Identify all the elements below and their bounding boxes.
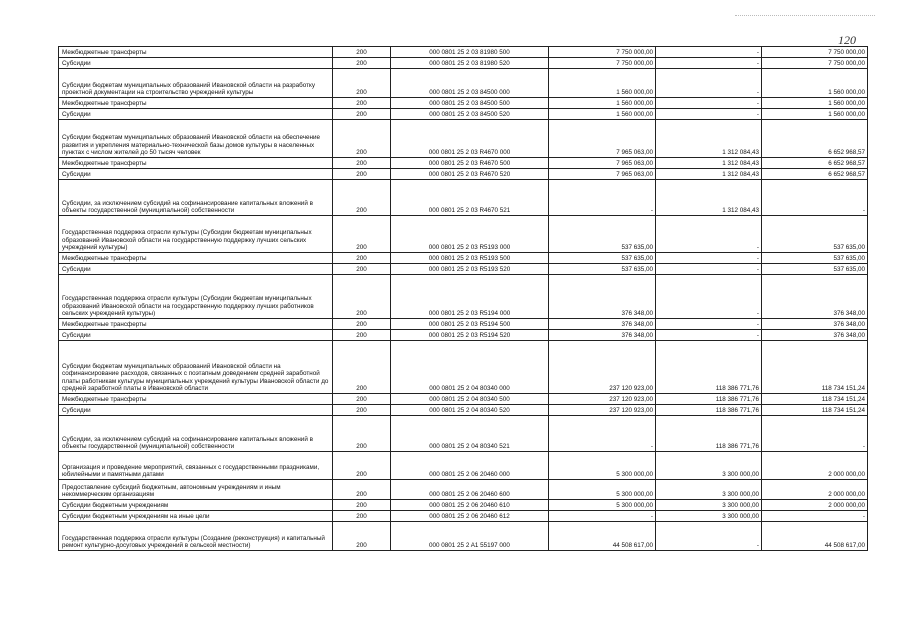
- row-unexecuted-cell: 376 348,00: [762, 330, 868, 341]
- row-executed-cell: -: [656, 522, 762, 551]
- row-code-cell: 200: [333, 253, 391, 264]
- row-name-cell: Государственная поддержка отрасли культуры (Субсидии бюджетам муниципальных образований Ивановской области на государственную поддержку лучших сельских учреждений культуры): [59, 216, 333, 253]
- row-name-cell: Субсидии: [59, 264, 333, 275]
- row-kbk-cell: 000 0801 25 2 06 20460 610: [391, 500, 549, 511]
- row-code-cell: 200: [333, 169, 391, 180]
- row-kbk-cell: 000 0801 25 2 06 20460 000: [391, 452, 549, 480]
- row-name-cell: Субсидии, за исключением субсидий на софинансирование капитальных вложений в объекты государственной (муниципальной) собственности: [59, 416, 333, 452]
- table-row: [59, 216, 868, 253]
- row-approved-cell: 237 120 923,00: [549, 405, 656, 416]
- row-kbk-cell: 000 0801 25 2 03 R5193 500: [391, 253, 549, 264]
- row-name-cell: Субсидии: [59, 109, 333, 120]
- row-code-cell: 200: [333, 341, 391, 394]
- row-approved-cell: 537 635,00: [549, 216, 656, 253]
- row-approved-cell: 537 635,00: [549, 264, 656, 275]
- row-unexecuted-cell: 7 750 000,00: [762, 58, 868, 69]
- row-executed-cell: -: [656, 264, 762, 275]
- table-row: [59, 416, 868, 452]
- row-executed-cell: -: [656, 275, 762, 319]
- row-kbk-cell: 000 0801 25 2 03 R4670 500: [391, 158, 549, 169]
- row-kbk-cell: 000 0801 25 2 03 R4670 521: [391, 180, 549, 216]
- row-executed-cell: -: [656, 98, 762, 109]
- row-code-cell: 200: [333, 416, 391, 452]
- row-code-cell: 200: [333, 98, 391, 109]
- row-executed-cell: -: [656, 216, 762, 253]
- row-executed-cell: 3 300 000,00: [656, 500, 762, 511]
- row-approved-cell: -: [549, 511, 656, 522]
- row-executed-cell: 3 300 000,00: [656, 511, 762, 522]
- row-code-cell: 200: [333, 500, 391, 511]
- row-code-cell: 200: [333, 394, 391, 405]
- table-row: [59, 319, 868, 330]
- row-kbk-cell: 000 0801 25 2 03 81980 500: [391, 47, 549, 58]
- row-unexecuted-cell: -: [762, 180, 868, 216]
- row-name-cell: Субсидии: [59, 330, 333, 341]
- row-approved-cell: 237 120 923,00: [549, 341, 656, 394]
- row-code-cell: 200: [333, 264, 391, 275]
- row-unexecuted-cell: -: [762, 416, 868, 452]
- row-approved-cell: 5 300 000,00: [549, 500, 656, 511]
- row-executed-cell: -: [656, 47, 762, 58]
- row-unexecuted-cell: 6 652 968,57: [762, 120, 868, 158]
- table-body: [59, 47, 868, 551]
- row-kbk-cell: 000 0801 25 2 06 20460 600: [391, 480, 549, 500]
- row-unexecuted-cell: 537 635,00: [762, 216, 868, 253]
- row-approved-cell: 7 750 000,00: [549, 58, 656, 69]
- row-unexecuted-cell: 2 000 000,00: [762, 480, 868, 500]
- row-kbk-cell: 000 0801 25 2 03 R5194 520: [391, 330, 549, 341]
- row-kbk-cell: 000 0801 25 2 06 20460 612: [391, 511, 549, 522]
- row-unexecuted-cell: 1 560 000,00: [762, 98, 868, 109]
- row-code-cell: 200: [333, 452, 391, 480]
- row-kbk-cell: 000 0801 25 2 03 R5194 500: [391, 319, 549, 330]
- row-name-cell: Субсидии бюджетам муниципальных образований Ивановской области на разработку проектной документации на строительство учреждений культуры: [59, 69, 333, 98]
- row-kbk-cell: 000 0801 25 2 03 84500 000: [391, 69, 549, 98]
- row-name-cell: Государственная поддержка отрасли культуры (Создание (реконструкция) и капитальный ремонт культурно-досуговых учреждений в сельской местности): [59, 522, 333, 551]
- row-approved-cell: 7 965 063,00: [549, 169, 656, 180]
- row-executed-cell: -: [656, 69, 762, 98]
- table-row: [59, 169, 868, 180]
- table-row: [59, 522, 868, 551]
- row-code-cell: 200: [333, 120, 391, 158]
- row-approved-cell: 7 750 000,00: [549, 47, 656, 58]
- row-approved-cell: 376 348,00: [549, 330, 656, 341]
- row-executed-cell: 118 386 771,76: [656, 341, 762, 394]
- row-executed-cell: -: [656, 330, 762, 341]
- row-name-cell: Субсидии: [59, 405, 333, 416]
- row-executed-cell: 1 312 084,43: [656, 158, 762, 169]
- row-executed-cell: -: [656, 58, 762, 69]
- row-approved-cell: -: [549, 416, 656, 452]
- row-approved-cell: 537 635,00: [549, 253, 656, 264]
- row-approved-cell: 237 120 923,00: [549, 394, 656, 405]
- table-row: [59, 69, 868, 98]
- scan-header-mark: [735, 15, 875, 18]
- row-executed-cell: 3 300 000,00: [656, 452, 762, 480]
- table-row: [59, 120, 868, 158]
- table-row: [59, 330, 868, 341]
- row-executed-cell: 118 386 771,76: [656, 416, 762, 452]
- row-name-cell: Субсидии: [59, 169, 333, 180]
- row-code-cell: 200: [333, 47, 391, 58]
- row-approved-cell: 1 560 000,00: [549, 69, 656, 98]
- row-kbk-cell: 000 0801 25 2 04 80340 500: [391, 394, 549, 405]
- row-code-cell: 200: [333, 522, 391, 551]
- row-kbk-cell: 000 0801 25 2 03 R5193 000: [391, 216, 549, 253]
- row-approved-cell: 1 560 000,00: [549, 109, 656, 120]
- row-kbk-cell: 000 0801 25 2 03 R5194 000: [391, 275, 549, 319]
- row-unexecuted-cell: 376 348,00: [762, 319, 868, 330]
- table-row: [59, 500, 868, 511]
- row-name-cell: Организация и проведение мероприятий, связанных с государственными праздниками, юбилейными и памятными датами: [59, 452, 333, 480]
- row-unexecuted-cell: 537 635,00: [762, 264, 868, 275]
- row-executed-cell: -: [656, 253, 762, 264]
- row-unexecuted-cell: 1 560 000,00: [762, 109, 868, 120]
- table-row: [59, 58, 868, 69]
- row-unexecuted-cell: 2 000 000,00: [762, 500, 868, 511]
- row-code-cell: 200: [333, 511, 391, 522]
- row-code-cell: 200: [333, 405, 391, 416]
- row-kbk-cell: 000 0801 25 2 A1 55197 000: [391, 522, 549, 551]
- row-code-cell: 200: [333, 158, 391, 169]
- table-row: [59, 452, 868, 480]
- row-unexecuted-cell: 118 734 151,24: [762, 405, 868, 416]
- row-name-cell: Предоставление субсидий бюджетным, автономным учреждениям и иным некоммерческим организациям: [59, 480, 333, 500]
- row-name-cell: Межбюджетные трансферты: [59, 394, 333, 405]
- row-name-cell: Субсидии, за исключением субсидий на софинансирование капитальных вложений в объекты государственной (муниципальной) собственности: [59, 180, 333, 216]
- row-name-cell: Межбюджетные трансферты: [59, 47, 333, 58]
- row-kbk-cell: 000 0801 25 2 03 R4670 520: [391, 169, 549, 180]
- table-row: [59, 264, 868, 275]
- row-executed-cell: 1 312 084,43: [656, 169, 762, 180]
- row-name-cell: Субсидии бюджетам муниципальных образований Ивановской области на обеспечение развития и укрепления материально-технической базы домов культуры в населенных пунктах с числом жителей до 50 тысяч человек: [59, 120, 333, 158]
- row-unexecuted-cell: -: [762, 511, 868, 522]
- row-executed-cell: 118 386 771,76: [656, 394, 762, 405]
- table-row: [59, 180, 868, 216]
- row-code-cell: 200: [333, 69, 391, 98]
- row-name-cell: Межбюджетные трансферты: [59, 319, 333, 330]
- table-row: [59, 98, 868, 109]
- row-approved-cell: -: [549, 180, 656, 216]
- row-executed-cell: 3 300 000,00: [656, 480, 762, 500]
- page-number: 120: [838, 33, 856, 47]
- table-row: [59, 275, 868, 319]
- row-code-cell: 200: [333, 109, 391, 120]
- row-name-cell: Субсидии бюджетным учреждениям на иные цели: [59, 511, 333, 522]
- row-kbk-cell: 000 0801 25 2 03 84500 520: [391, 109, 549, 120]
- row-executed-cell: 1 312 084,43: [656, 180, 762, 216]
- row-kbk-cell: 000 0801 25 2 04 80340 000: [391, 341, 549, 394]
- row-name-cell: Межбюджетные трансферты: [59, 98, 333, 109]
- row-kbk-cell: 000 0801 25 2 03 84500 500: [391, 98, 549, 109]
- row-code-cell: 200: [333, 180, 391, 216]
- row-kbk-cell: 000 0801 25 2 03 81980 520: [391, 58, 549, 69]
- row-code-cell: 200: [333, 275, 391, 319]
- row-code-cell: 200: [333, 330, 391, 341]
- row-executed-cell: 1 312 084,43: [656, 120, 762, 158]
- row-name-cell: Субсидии: [59, 58, 333, 69]
- table-row: [59, 109, 868, 120]
- row-code-cell: 200: [333, 319, 391, 330]
- row-name-cell: Субсидии бюджетам муниципальных образований Ивановской области на софинансирование расходов, связанных с поэтапным доведением средней заработной платы работникам культуры муниципальных учреждений культуры Ивановской области до средней заработной платы в Ивановской области: [59, 341, 333, 394]
- row-kbk-cell: 000 0801 25 2 04 80340 520: [391, 405, 549, 416]
- table-row: [59, 405, 868, 416]
- row-executed-cell: -: [656, 319, 762, 330]
- row-kbk-cell: 000 0801 25 2 03 R4670 000: [391, 120, 549, 158]
- row-unexecuted-cell: 118 734 151,24: [762, 394, 868, 405]
- row-code-cell: 200: [333, 480, 391, 500]
- table-row: [59, 511, 868, 522]
- row-unexecuted-cell: 6 652 968,57: [762, 169, 868, 180]
- row-unexecuted-cell: 118 734 151,24: [762, 341, 868, 394]
- row-executed-cell: 118 386 771,76: [656, 405, 762, 416]
- table-row: [59, 253, 868, 264]
- row-kbk-cell: 000 0801 25 2 03 R5193 520: [391, 264, 549, 275]
- row-unexecuted-cell: 376 348,00: [762, 275, 868, 319]
- table-row: [59, 158, 868, 169]
- row-approved-cell: 5 300 000,00: [549, 480, 656, 500]
- row-code-cell: 200: [333, 58, 391, 69]
- row-unexecuted-cell: 7 750 000,00: [762, 47, 868, 58]
- row-approved-cell: 1 560 000,00: [549, 98, 656, 109]
- row-name-cell: Межбюджетные трансферты: [59, 253, 333, 264]
- table-row: [59, 47, 868, 58]
- table-row: [59, 341, 868, 394]
- row-approved-cell: 7 965 063,00: [549, 158, 656, 169]
- row-unexecuted-cell: 1 560 000,00: [762, 69, 868, 98]
- row-approved-cell: 376 348,00: [549, 319, 656, 330]
- row-approved-cell: 7 965 063,00: [549, 120, 656, 158]
- row-name-cell: Государственная поддержка отрасли культуры (Субсидии бюджетам муниципальных образований Ивановской области на государственную поддержку лучших работников сельских учреждений культуры): [59, 275, 333, 319]
- table-row: [59, 480, 868, 500]
- budget-execution-table: [58, 46, 868, 551]
- table-row: [59, 394, 868, 405]
- row-code-cell: 200: [333, 216, 391, 253]
- row-approved-cell: 5 300 000,00: [549, 452, 656, 480]
- row-unexecuted-cell: 6 652 968,57: [762, 158, 868, 169]
- row-approved-cell: 44 508 617,00: [549, 522, 656, 551]
- row-approved-cell: 376 348,00: [549, 275, 656, 319]
- row-unexecuted-cell: 44 508 617,00: [762, 522, 868, 551]
- row-kbk-cell: 000 0801 25 2 04 80340 521: [391, 416, 549, 452]
- row-unexecuted-cell: 2 000 000,00: [762, 452, 868, 480]
- row-name-cell: Субсидии бюджетным учреждениям: [59, 500, 333, 511]
- row-name-cell: Межбюджетные трансферты: [59, 158, 333, 169]
- row-executed-cell: -: [656, 109, 762, 120]
- row-unexecuted-cell: 537 635,00: [762, 253, 868, 264]
